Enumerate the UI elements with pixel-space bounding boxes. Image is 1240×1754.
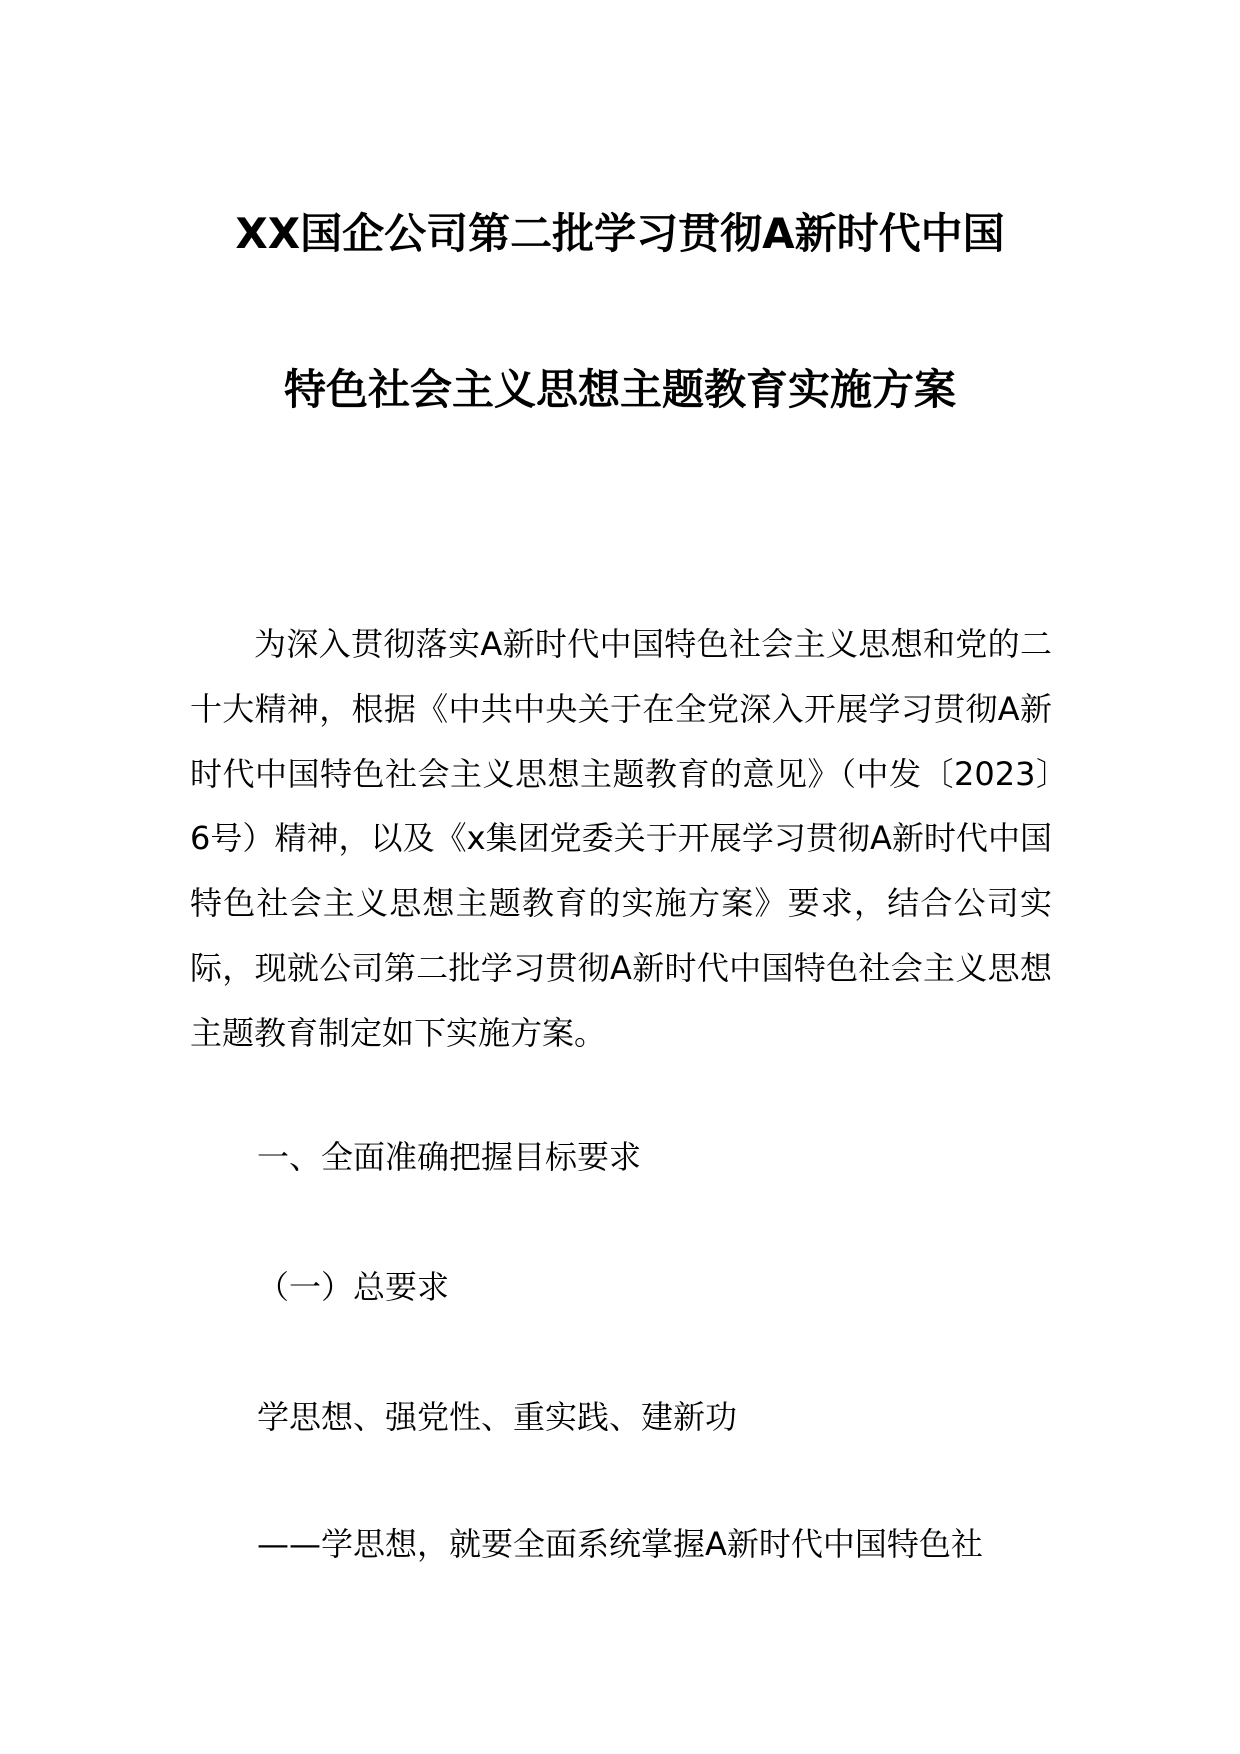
paragraph-start: ——学思想，就要全面系统掌握A新时代中国特色社 [257,1525,983,1563]
document-title-line-2: 特色社会主义思想主题教育实施方案 [283,365,956,414]
subsection-heading: （一）总要求 [257,1268,450,1306]
summary-line: 学思想、强党性、重实践、建新功 [257,1398,738,1436]
document-title-line-1: XX国企公司第二批学习贯彻A新时代中国 [235,209,1005,258]
section-heading: 一、全面准确把握目标要求 [257,1138,642,1176]
intro-paragraph: 为深入贯彻落实A新时代中国特色社会主义思想和党的二十大精神，根据《中共中央关于在全党深入开展学习贯彻A新时代中国特色社会主义思想主题教育的意见》（中发〔2023〕6号）精神，以及《x集团党委关于开展学习贯彻A新时代中国特色社会主义思想主题教育的实施方案》要求，结合公司实际，现就公司第二批学习贯彻A新时代中国特色社会主义思想主题教育制定如下实施方案。 [190,625,1052,1052]
